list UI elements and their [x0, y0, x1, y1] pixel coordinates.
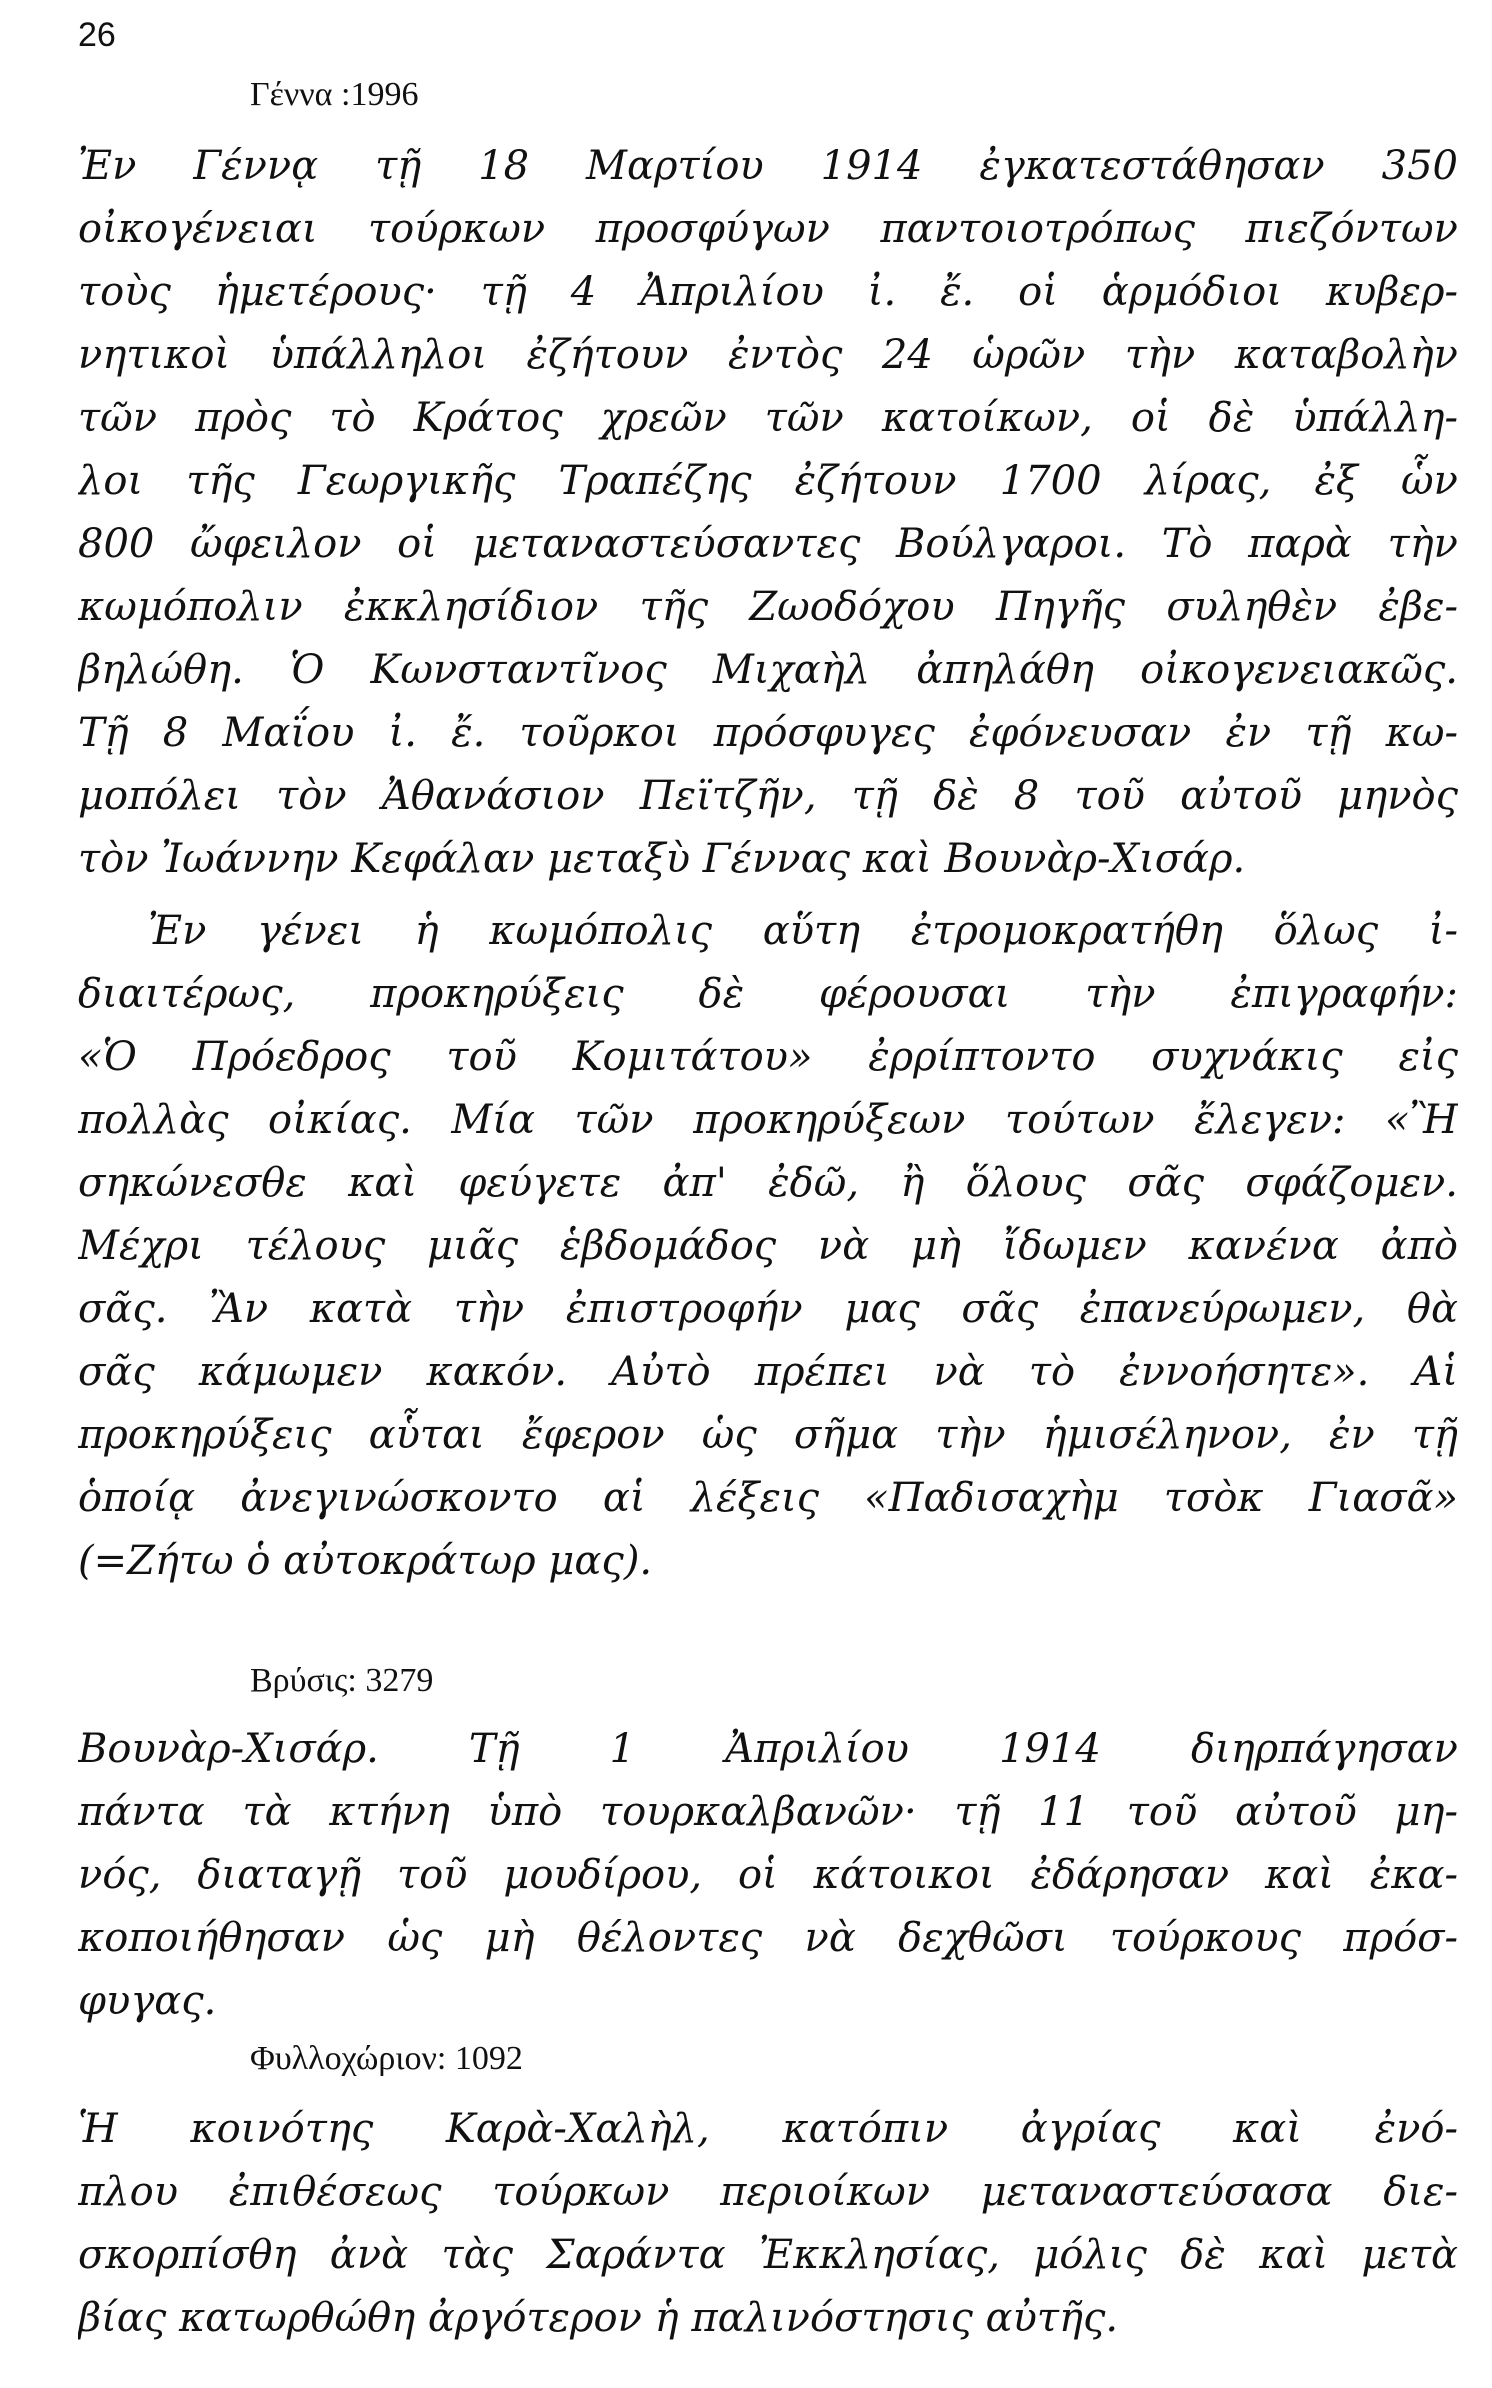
text-line: 800 ὤφειλον οἱ μεταναστεύσαντες Βούλγαροι. Τὸ παρὰ τὴν [78, 521, 1458, 567]
text-line: Ἡ κοινότης Καρὰ-Χαλὴλ, κατόπιν ἀγρίας καὶ ἐνό- [78, 2106, 1458, 2152]
text-line: Βουνὰρ-Χισάρ. Τῇ 1 Ἀπριλίου 1914 διηρπάγησαν [78, 1726, 1458, 1772]
text-line: λοι τῆς Γεωργικῆς Τραπέζης ἐζήτουν 1700 λίρας, ἐξ ὧν [78, 458, 1458, 504]
text-line: σηκώνεσθε καὶ φεύγετε ἀπ' ἐδῶ, ἢ ὅλους σᾶς σφάζομεν. [78, 1160, 1458, 1206]
text-line: βίας κατωρθώθη ἀργότερον ἡ παλινόστησις αὐτῆς. [78, 2295, 1119, 2341]
section-heading-genna: Γέννα :1996 [250, 76, 419, 113]
paragraph-vrysis [78, 1718, 1458, 2033]
text-line: σᾶς. Ἂν κατὰ τὴν ἐπιστροφήν μας σᾶς ἐπανεύρωμεν, θὰ [78, 1286, 1458, 1332]
paragraph-genna-2 [78, 900, 1458, 1593]
text-line: τὸν Ἰωάννην Κεφάλαν μεταξὺ Γέννας καὶ Βουνὰρ-Χισάρ. [78, 836, 1246, 882]
paragraph-fyllochorion [78, 2098, 1458, 2350]
page-number: 26 [78, 16, 116, 54]
text-line: κοποιήθησαν ὡς μὴ θέλοντες νὰ δεχθῶσι τούρκους πρόσ- [78, 1915, 1458, 1961]
text-line: πλου ἐπιθέσεως τούρκων περιοίκων μεταναστεύσασα διε- [78, 2169, 1458, 2215]
text-line: τῶν πρὸς τὸ Κράτος χρεῶν τῶν κατοίκων, οἱ δὲ ὑπάλλη- [78, 395, 1458, 441]
text-line: οἰκογένειαι τούρκων προσφύγων παντοιοτρόπως πιεζόντων [78, 206, 1458, 252]
text-line: φυγας. [78, 1978, 217, 2024]
text-line: πάντα τὰ κτήνη ὑπὸ τουρκαλβανῶν· τῇ 11 τοῦ αὐτοῦ μη- [78, 1789, 1458, 1835]
text-line: προκηρύξεις αὗται ἔφερον ὡς σῆμα τὴν ἡμισέληνον, ἐν τῇ [78, 1412, 1458, 1458]
text-line: τοὺς ἡμετέρους· τῇ 4 Ἀπριλίου ἰ. ἔ. οἱ ἁρμόδιοι κυβερ- [78, 269, 1458, 315]
section-heading-fyllochorion: Φυλλοχώριον: 1092 [250, 2040, 523, 2077]
section-heading-vrysis: Βρύσις: 3279 [250, 1662, 434, 1699]
text-line: (=Ζήτω ὁ αὐτοκράτωρ μας). [78, 1538, 653, 1584]
text-line: κωμόπολιν ἐκκλησίδιον τῆς Ζωοδόχου Πηγῆς συληθὲν ἐβε- [78, 584, 1458, 630]
text-line: νός, διαταγῇ τοῦ μουδίρου, οἱ κάτοικοι ἐδάρησαν καὶ ἐκα- [78, 1852, 1458, 1898]
text-line: βηλώθη. Ὁ Κωνσταντῖνος Μιχαὴλ ἀπηλάθη οἰκογενειακῶς. [78, 647, 1458, 693]
text-line: νητικοὶ ὑπάλληλοι ἐζήτουν ἐντὸς 24 ὡρῶν τὴν καταβολὴν [78, 332, 1458, 378]
text-line: πολλὰς οἰκίας. Μία τῶν προκηρύξεων τούτων ἔλεγεν: «Ἢ [78, 1097, 1458, 1143]
text-line: Τῇ 8 Μαΐου ἰ. ἔ. τοῦρκοι πρόσφυγες ἐφόνευσαν ἐν τῇ κω- [78, 710, 1458, 756]
text-line: Ἐν γένει ἡ κωμόπολις αὕτη ἐτρομοκρατήθη ὅλως ἰ- [148, 908, 1458, 954]
text-line: μοπόλει τὸν Ἀθανάσιον Πεϊτζῆν, τῇ δὲ 8 τοῦ αὐτοῦ μηνὸς [78, 773, 1458, 819]
text-line: διαιτέρως, προκηρύξεις δὲ φέρουσαι τὴν ἐπιγραφήν: [78, 971, 1458, 1017]
paragraph-genna-1 [78, 135, 1458, 891]
text-line: «Ὁ Πρόεδρος τοῦ Κομιτάτου» ἐρρίπτοντο συχνάκις εἰς [78, 1034, 1458, 1080]
text-line: ὁποίᾳ ἀνεγινώσκοντο αἱ λέξεις «Παδισαχὴμ τσὸκ Γιασᾶ» [78, 1475, 1458, 1521]
text-line: Μέχρι τέλους μιᾶς ἑβδομάδος νὰ μὴ ἴδωμεν κανένα ἀπὸ [78, 1223, 1458, 1269]
text-line: σᾶς κάμωμεν κακόν. Αὐτὸ πρέπει νὰ τὸ ἐννοήσητε». Αἱ [78, 1349, 1458, 1395]
text-line: Ἐν Γέννᾳ τῇ 18 Μαρτίου 1914 ἐγκατεστάθησαν 350 [78, 143, 1458, 189]
text-line: σκορπίσθη ἀνὰ τὰς Σαράντα Ἐκκλησίας, μόλις δὲ καὶ μετὰ [78, 2232, 1458, 2278]
